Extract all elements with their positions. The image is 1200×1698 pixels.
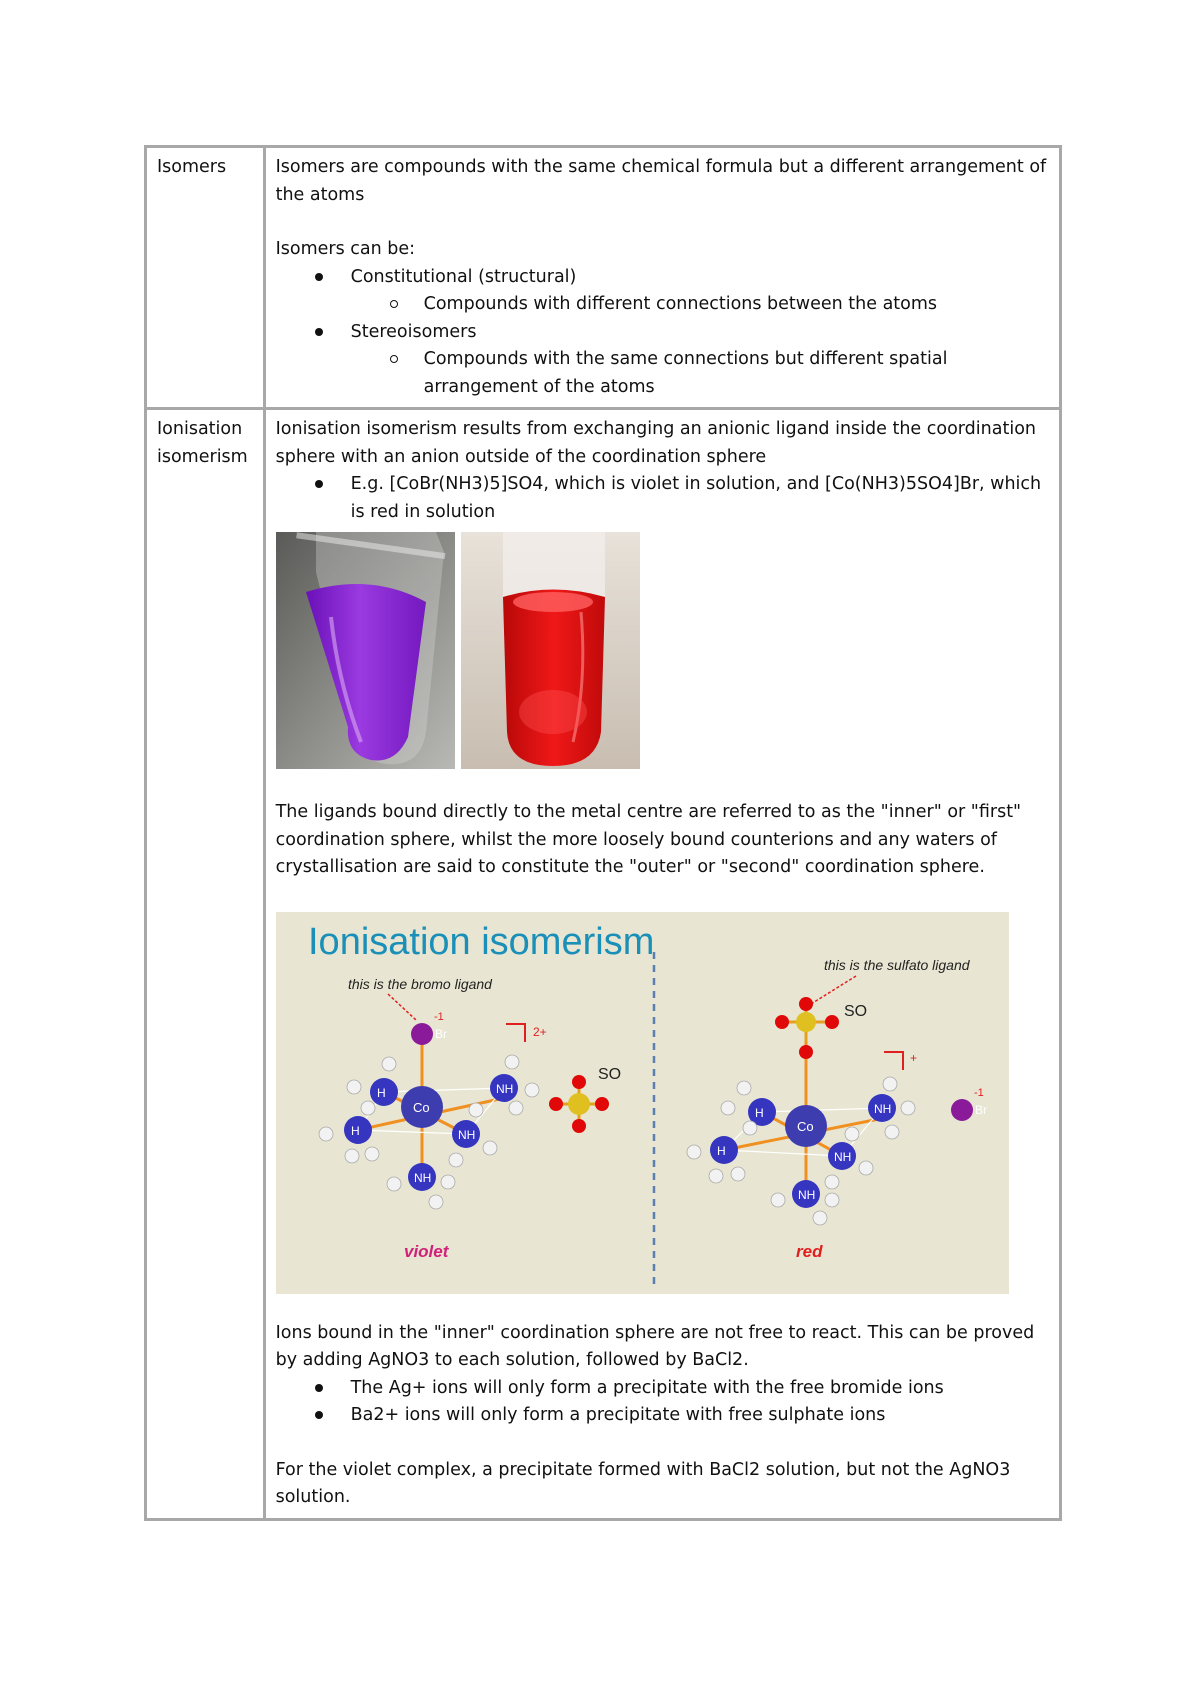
bromo-ligand-note: this is the bromo ligand — [347, 975, 492, 992]
list-item — [424, 346, 1051, 401]
definition-cell — [264, 147, 1060, 409]
nh3-label: NH — [495, 1081, 513, 1096]
list-item — [351, 1402, 1051, 1430]
table-row — [146, 147, 1061, 409]
nh3-label: NH — [833, 1149, 851, 1164]
br-label: Br — [434, 1026, 447, 1041]
table-row — [146, 409, 1061, 1520]
co-label: Co — [412, 1099, 430, 1115]
example-list — [276, 471, 1051, 526]
definition-text: Isomers are compounds with the same chemical formula but a different arrangement of the atoms — [275, 157, 1047, 205]
nh3-label: NH — [873, 1101, 891, 1116]
list-item — [351, 1375, 1051, 1403]
h3n-label: H — [376, 1085, 386, 1100]
list-item — [351, 319, 1051, 402]
conclusion-text: For the violet complex, a precipitate formed with BaCl2 solution, but not the AgNO3 solution. — [275, 1459, 1011, 1507]
br-charge-label: -1 — [973, 1086, 984, 1099]
reaction-text: Ions bound in the "inner" coordination sphere are not free to react. This can be proved by adding AgNO3 to each solution, followed by BaCl2. — [275, 1322, 1035, 1370]
isomer-type-list — [276, 264, 1051, 402]
definition-cell — [264, 409, 1060, 1520]
co-label: Co — [796, 1118, 814, 1134]
intro-text: Isomers can be: — [275, 239, 416, 259]
br-label: Br — [974, 1102, 987, 1117]
spheres-text: The ligands bound directly to the metal centre are referred to as the "inner" or "first" coordination sphere, whilst the more loosely bound counterions and any waters of crystallisation are said to constitute the "outer" or "second" coordination sphere. — [275, 802, 1022, 877]
type-detail: Compounds with different connections between the atoms — [423, 294, 938, 314]
ionisation-isomerism-diagram — [276, 912, 1009, 1294]
list-item — [424, 291, 1051, 319]
sulfato-ligand-note: this is the sulfato ligand — [823, 956, 970, 973]
red-label: red — [795, 1241, 823, 1261]
red-solution-photo — [461, 532, 640, 769]
definition-text: Ionisation isomerism results from exchanging an anionic ligand inside the coordination sphere with an anion outside of the coordination sphere — [275, 419, 1036, 467]
term-label: Ionisation isomerism — [157, 419, 248, 467]
term-label: Isomers — [157, 157, 227, 177]
violet-label: violet — [403, 1241, 449, 1261]
notes-table — [144, 145, 1062, 1521]
nh3-label: NH — [413, 1170, 431, 1185]
h3n-label: H — [716, 1143, 726, 1158]
list-item — [351, 264, 1051, 319]
h3n-label: H — [350, 1123, 360, 1138]
right-charge-label: + — [909, 1050, 917, 1065]
term-cell — [146, 409, 265, 1520]
list-item — [351, 471, 1051, 526]
type-label: Constitutional (structural) — [350, 266, 577, 287]
type-label: Stereoisomers — [350, 321, 477, 342]
test-text: The Ag+ ions will only form a precipitate with the free bromide ions — [350, 1377, 944, 1398]
test-tube-photos — [276, 532, 641, 769]
left-charge-label: 2+ — [532, 1024, 547, 1039]
so4-label: SO — [843, 1002, 867, 1020]
type-detail: Compounds with the same connections but different spatial arrangement of the atoms — [423, 349, 948, 397]
diagram-title: Ionisation isomerism — [307, 920, 654, 963]
violet-solution-photo — [276, 532, 455, 769]
so4-label: SO — [597, 1065, 621, 1083]
test-text: Ba2+ ions will only form a precipitate with free sulphate ions — [350, 1405, 886, 1425]
nh3-label: NH — [797, 1187, 815, 1202]
example-text: E.g. [CoBr(NH3)5]SO4, which is violet in solution, and [Co(NH3)5SO4]Br, which is red in solution — [350, 474, 1042, 522]
h3n-label: H — [754, 1105, 764, 1120]
term-cell — [146, 147, 265, 409]
br-charge-label: -1 — [433, 1010, 444, 1023]
nh3-label: NH — [457, 1127, 475, 1142]
test-list — [276, 1375, 1051, 1430]
